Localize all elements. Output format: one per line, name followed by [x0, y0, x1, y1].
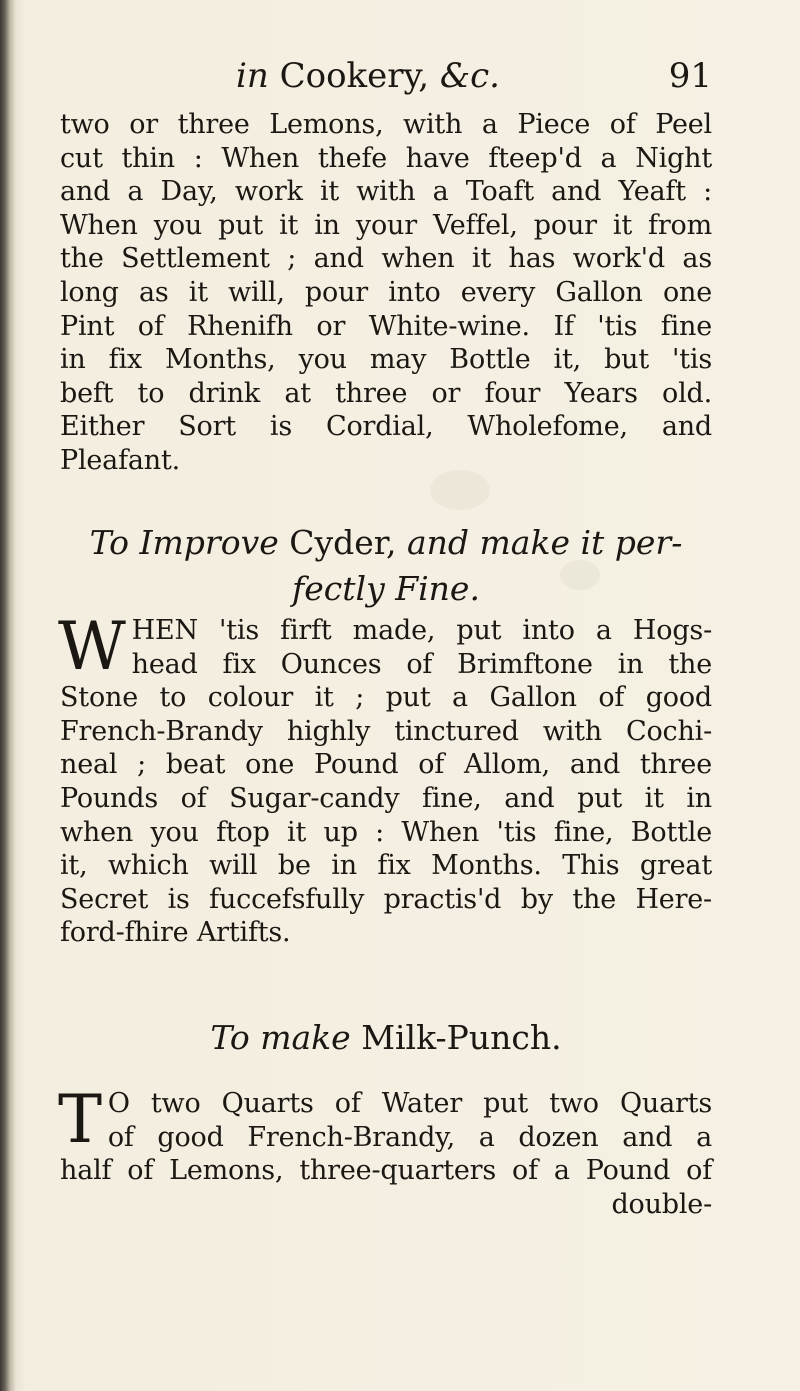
page-number: 91 — [668, 56, 712, 96]
text-line: cut thin : When thefe have fteep'd a Night — [60, 142, 712, 174]
text-line: Pounds of Sugar-candy fine, and put it in — [60, 782, 712, 814]
text-line: beft to drink at three or four Years old. — [60, 377, 712, 409]
heading-title: Milk-Punch. — [361, 1018, 562, 1057]
text-line: when you ftop it up : When 'tis fine, Bottle — [60, 816, 712, 848]
running-header — [60, 56, 712, 100]
text-line: of good French-Brandy, a dozen and a — [107, 1121, 712, 1153]
recipe-cyder-body — [58, 608, 712, 950]
text-line: French-Brandy highly tinctured with Cochi- — [60, 715, 712, 747]
text-line: neal ; beat one Pound of Allom, and three — [60, 749, 712, 781]
drop-cap: W — [58, 608, 126, 685]
text-line: and a Day, work it with a Toaft and Yeaft : — [60, 176, 712, 208]
heading-improve: Improve — [139, 523, 279, 562]
text-line: Pleafant. — [60, 444, 180, 476]
text-line: HEN 'tis firft made, put into a Hogs- — [131, 615, 712, 646]
text-line: Secret is fuccefsfully practis'd by the Here- — [60, 883, 712, 915]
heading-rest: and make it per- — [406, 523, 683, 562]
text-line: long as it will, pour into every Gallon one — [60, 276, 712, 308]
recipe-milk-punch-body — [58, 1081, 712, 1221]
text-line: Either Sort is Cordial, Wholefome, and — [60, 411, 712, 443]
text-line: Stone to colour it ; put a Gallon of good — [60, 682, 712, 714]
recipe-heading-cyder — [60, 520, 712, 612]
text-line: When you put it in your Veffel, pour it from — [60, 209, 712, 241]
catchword: double- — [611, 1188, 712, 1220]
text-line: in fix Months, you may Bottle it, but 'tis — [60, 344, 712, 376]
heading-to-make: To make — [210, 1018, 351, 1057]
running-title-text: Cookery, — [279, 56, 430, 96]
text-line: ford-fhire Artifts. — [60, 917, 291, 949]
recipe-continuation — [60, 108, 712, 478]
heading-rest: fectly Fine. — [292, 569, 480, 608]
text-line: Pint of Rhenifh or White-wine. If 'tis fine — [60, 310, 712, 342]
text-line: it, which will be in fix Months. This great — [60, 850, 712, 882]
recipe-heading-milk-punch — [60, 1015, 712, 1061]
running-title-etc: &c. — [439, 56, 500, 96]
text-line: head fix Ounces of Brimftone in the — [131, 648, 712, 680]
drop-cap: T — [58, 1081, 102, 1158]
running-title — [236, 56, 500, 96]
text-line: O two Quarts of Water put two Quarts — [107, 1088, 712, 1119]
text-line: the Settlement ; and when it has work'd as — [60, 243, 712, 275]
heading-to: To — [89, 523, 129, 562]
heading-cyder: Cyder, — [289, 523, 397, 562]
text-line: half of Lemons, three-quarters of a Pound of — [60, 1155, 712, 1187]
text-line: two or three Lemons, with a Piece of Peel — [60, 109, 712, 140]
running-title-italic: in — [236, 56, 269, 96]
